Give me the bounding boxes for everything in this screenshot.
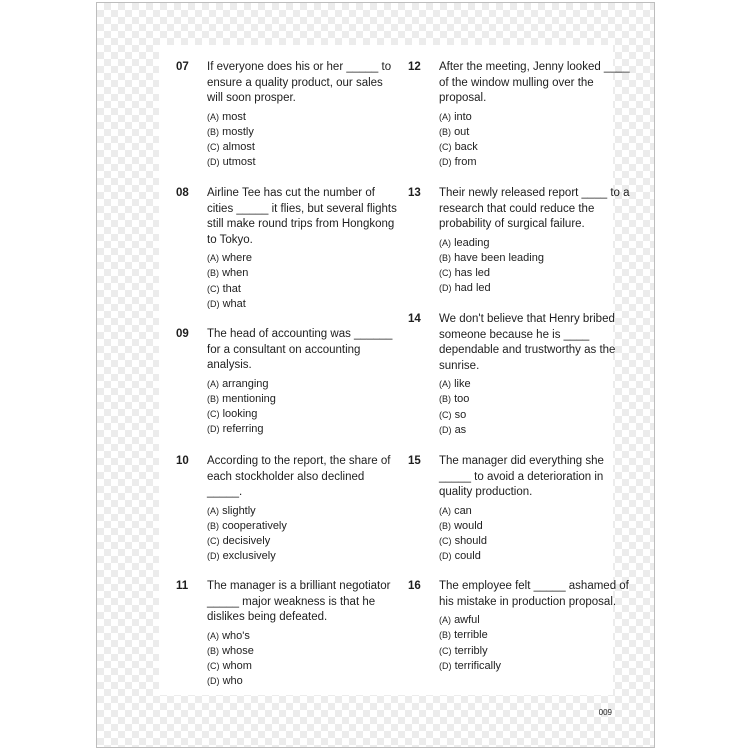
option-c[interactable] <box>207 407 401 422</box>
question-10 <box>176 454 401 565</box>
option-text: leading <box>454 236 490 249</box>
question-number: 16 <box>408 580 421 592</box>
option-text: referring <box>222 423 264 436</box>
option-a[interactable] <box>439 613 633 628</box>
question-number: 14 <box>408 313 421 325</box>
option-b[interactable] <box>439 519 633 534</box>
question-08 <box>176 186 401 312</box>
option-b[interactable] <box>439 628 633 643</box>
option-text: out <box>454 125 470 138</box>
option-d[interactable] <box>439 281 633 296</box>
option-text: exclusively <box>222 550 276 563</box>
option-text: awful <box>454 614 480 626</box>
option-text: from <box>454 156 477 169</box>
option-text: into <box>454 110 472 123</box>
option-c[interactable] <box>207 140 401 155</box>
option-text: mentioning <box>222 392 276 405</box>
option-letter: (A) <box>207 630 219 641</box>
option-b[interactable] <box>207 519 401 534</box>
option-text: what <box>222 297 246 310</box>
option-letter: (D) <box>439 551 452 562</box>
option-letter: (C) <box>207 661 220 672</box>
option-c[interactable] <box>439 534 633 549</box>
question-14 <box>408 312 633 438</box>
option-letter: (D) <box>439 424 452 435</box>
question-text: After the meeting, Jenny looked ____ of the window mulling over the proposal. <box>439 61 630 104</box>
option-text: would <box>454 519 483 532</box>
question-number: 12 <box>408 61 421 73</box>
answer-options <box>207 377 401 438</box>
option-letter: (D) <box>439 660 452 671</box>
option-text: whose <box>222 644 254 657</box>
option-text: can <box>454 504 472 517</box>
answer-options <box>207 251 401 312</box>
option-letter: (D) <box>207 424 220 435</box>
question-07 <box>176 60 401 171</box>
question-text: Their newly released report ____ to a research that could reduce the probability of surgical failure. <box>439 187 630 230</box>
option-letter: (C) <box>207 283 220 294</box>
option-letter: (C) <box>439 268 452 279</box>
option-letter: (C) <box>439 536 452 547</box>
option-a[interactable] <box>439 236 633 251</box>
option-text: decisively <box>222 535 271 548</box>
option-b[interactable] <box>439 251 633 266</box>
page-number: 009 <box>598 708 612 717</box>
question-text: We don't believe that Henry bribed someone because he is ____ dependable and trustworthy as the sunrise. <box>439 313 616 372</box>
option-a[interactable] <box>439 377 633 392</box>
option-letter: (C) <box>207 536 220 547</box>
option-letter: (B) <box>207 268 219 279</box>
option-text: arranging <box>222 377 269 390</box>
question-09 <box>176 327 401 438</box>
option-text: when <box>222 267 249 280</box>
option-text: utmost <box>222 156 256 169</box>
option-letter: (C) <box>439 409 452 420</box>
page-content <box>159 45 630 695</box>
question-text: The manager is a brilliant negotiator _____ major weakness is that he dislikes being defeated. <box>207 580 391 623</box>
question-number: 09 <box>176 328 189 340</box>
option-c[interactable] <box>439 140 633 155</box>
option-letter: (A) <box>439 379 451 389</box>
option-d[interactable] <box>439 659 633 674</box>
option-b[interactable] <box>207 266 401 281</box>
option-d[interactable] <box>439 423 633 438</box>
option-letter: (A) <box>207 253 219 263</box>
option-letter: (D) <box>207 676 220 687</box>
option-letter: (A) <box>439 237 451 248</box>
option-letter: (A) <box>439 505 451 516</box>
option-letter: (C) <box>439 645 452 656</box>
question-text: If everyone does his or her _____ to ensure a quality product, our sales will soon prosper. <box>207 61 392 104</box>
option-a[interactable] <box>207 110 401 125</box>
option-letter: (B) <box>207 645 219 656</box>
option-text: terrifically <box>454 659 502 672</box>
question-number: 07 <box>176 61 189 73</box>
option-b[interactable] <box>207 392 401 407</box>
option-letter: (D) <box>439 157 452 168</box>
question-16 <box>408 579 633 674</box>
option-c[interactable] <box>439 408 633 423</box>
option-b[interactable] <box>439 125 633 140</box>
option-text: terribly <box>454 644 488 657</box>
question-number: 11 <box>176 580 189 592</box>
option-text: terrible <box>454 629 488 642</box>
option-text: could <box>454 550 481 563</box>
option-a[interactable] <box>207 377 401 392</box>
answer-options <box>207 504 401 565</box>
question-number: 13 <box>408 187 421 199</box>
option-a[interactable] <box>207 504 401 519</box>
book-page <box>96 2 655 748</box>
option-text: so <box>454 408 467 421</box>
option-a[interactable] <box>207 629 401 644</box>
option-d[interactable] <box>207 422 401 437</box>
option-letter: (D) <box>207 298 220 309</box>
option-a[interactable] <box>207 251 401 266</box>
answer-options <box>439 613 633 674</box>
option-a[interactable] <box>439 504 633 519</box>
option-letter: (D) <box>439 283 452 294</box>
option-text: who <box>222 675 243 688</box>
option-d[interactable] <box>207 155 401 170</box>
option-text: almost <box>222 141 255 154</box>
option-text: cooperatively <box>222 519 287 532</box>
option-text: have been leading <box>454 251 544 264</box>
option-text: as <box>454 423 467 436</box>
question-15 <box>408 454 633 565</box>
option-letter: (B) <box>207 393 219 404</box>
option-c[interactable] <box>439 266 633 281</box>
option-letter: (A) <box>207 378 219 389</box>
option-letter: (B) <box>439 630 451 641</box>
question-number: 08 <box>176 187 189 199</box>
option-letter: (C) <box>207 409 220 420</box>
option-text: slightly <box>222 504 256 517</box>
option-text: looking <box>222 408 258 421</box>
answer-options <box>207 110 401 171</box>
option-letter: (B) <box>439 126 451 137</box>
question-text: The manager did everything she _____ to avoid a deterioration in quality production. <box>439 455 604 498</box>
option-text: whom <box>222 660 252 673</box>
option-d[interactable] <box>207 674 401 689</box>
option-letter: (A) <box>207 505 219 516</box>
question-text: Airline Tee has cut the number of cities _____ it flies, but several flights still make round trips from Hongkong to Tokyo. <box>207 187 397 246</box>
option-letter: (B) <box>207 520 219 531</box>
answer-options <box>207 629 401 690</box>
option-text: that <box>222 282 241 295</box>
option-text: like <box>454 378 471 390</box>
question-11 <box>176 579 401 690</box>
option-a[interactable] <box>439 110 633 125</box>
option-d[interactable] <box>439 549 633 564</box>
question-number: 10 <box>176 455 189 467</box>
option-c[interactable] <box>207 659 401 674</box>
option-letter: (B) <box>207 126 219 137</box>
option-c[interactable] <box>207 534 401 549</box>
question-12 <box>408 60 633 171</box>
question-number: 15 <box>408 455 421 467</box>
option-letter: (B) <box>439 520 451 531</box>
option-letter: (C) <box>439 142 452 153</box>
answer-options <box>439 236 633 297</box>
option-c[interactable] <box>439 644 633 659</box>
option-b[interactable] <box>207 125 401 140</box>
option-letter: (A) <box>439 615 451 625</box>
question-13 <box>408 186 633 297</box>
question-text: The employee felt _____ ashamed of his mistake in production proposal. <box>439 580 629 608</box>
option-letter: (A) <box>207 111 219 122</box>
option-letter: (B) <box>439 394 451 405</box>
option-letter: (B) <box>439 252 451 263</box>
option-letter: (A) <box>439 111 451 122</box>
option-b[interactable] <box>207 644 401 659</box>
option-d[interactable] <box>439 155 633 170</box>
answer-options <box>439 504 633 565</box>
option-b[interactable] <box>439 392 633 407</box>
answer-options <box>439 377 633 438</box>
option-letter: (D) <box>207 551 220 562</box>
question-text: According to the report, the share of each stockholder also declined _____. <box>207 455 391 498</box>
option-text: back <box>454 141 478 154</box>
option-text: has led <box>454 267 491 280</box>
option-c[interactable] <box>207 282 401 297</box>
answer-options <box>439 110 633 171</box>
option-text: had led <box>454 282 491 295</box>
option-text: should <box>454 535 487 548</box>
option-letter: (C) <box>207 142 220 153</box>
option-text: too <box>454 393 470 406</box>
option-d[interactable] <box>207 297 401 312</box>
option-text: most <box>222 110 246 123</box>
option-d[interactable] <box>207 549 401 564</box>
question-text: The head of accounting was ______ for a consultant on accounting analysis. <box>207 328 393 371</box>
option-text: where <box>222 252 253 264</box>
option-letter: (D) <box>207 157 220 168</box>
option-text: mostly <box>222 125 254 138</box>
option-text: who's <box>222 629 250 642</box>
